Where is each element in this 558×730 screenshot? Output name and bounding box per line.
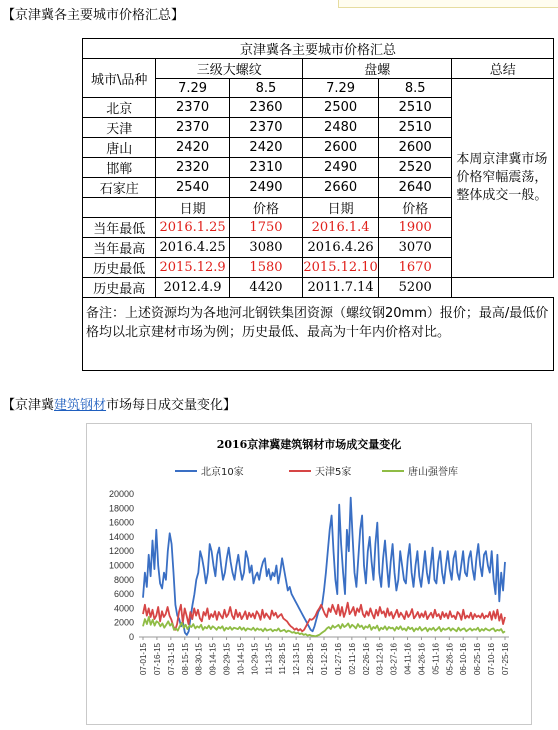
legend-label: 天津5家 — [315, 467, 352, 478]
price-cell: 2600 — [303, 138, 379, 158]
steel-link[interactable]: 建筑钢材 — [54, 398, 107, 413]
price-cell: 2490 — [303, 158, 379, 178]
x-tick-label: 07-10-16 — [487, 643, 497, 676]
y-tick-label: 0 — [128, 632, 134, 642]
section-title-volume — [2, 394, 236, 413]
price-cell: 2660 — [303, 178, 379, 198]
row-header-cell: 城市\品种 — [83, 59, 156, 98]
city-name: 北京 — [83, 98, 156, 118]
price-cell: 2540 — [156, 178, 229, 198]
y-tick-label: 18000 — [108, 503, 134, 514]
x-tick-label: 07-31-15 — [166, 643, 176, 676]
date-cell: 7.29 — [303, 79, 379, 98]
history-date: 2015.12.9 — [156, 258, 229, 278]
x-tick-label: 12-13-15 — [292, 643, 302, 676]
summary-text: 本周京津冀市场价格窄幅震荡，整体成交一般。 — [452, 79, 554, 278]
history-label: 历史最高 — [83, 278, 156, 298]
x-tick-label: 01-27-16 — [333, 643, 343, 676]
date-cell: 8.5 — [379, 79, 452, 98]
legend-label: 北京10家 — [201, 467, 244, 478]
x-tick-label: 05-11-16 — [431, 643, 441, 675]
sub-header-cell: 价格 — [229, 198, 302, 218]
y-tick-label: 2000 — [113, 617, 134, 628]
y-tick-label: 20000 — [108, 489, 134, 499]
x-tick-label: 02-11-16 — [347, 643, 357, 675]
y-tick-label: 16000 — [108, 517, 134, 528]
x-tick-label: 07-01-15 — [139, 643, 148, 676]
history-price: 4420 — [229, 278, 302, 298]
rebar-group-header: 三级大螺纹 — [156, 59, 303, 79]
price-cell: 2500 — [303, 98, 379, 118]
price-cell: 2510 — [379, 98, 452, 118]
price-cell: 2510 — [379, 118, 452, 138]
x-tick-label: 11-28-15 — [278, 643, 288, 675]
history-date: 2012.4.9 — [156, 278, 229, 298]
x-tick-label: 07-25-16 — [501, 643, 510, 676]
x-tick-label: 09-29-15 — [222, 643, 232, 676]
coil-group-header: 盘螺 — [303, 59, 452, 79]
history-price: 1580 — [229, 258, 302, 278]
x-tick-label: 09-14-15 — [208, 643, 218, 676]
table-row — [83, 278, 554, 298]
legend-label: 唐山强誉库 — [408, 467, 458, 478]
history-price: 5200 — [379, 278, 452, 298]
city-name: 唐山 — [83, 138, 156, 158]
x-tick-label: 08-30-15 — [194, 643, 204, 676]
y-tick-label: 4000 — [113, 603, 134, 614]
x-tick-label: 10-29-15 — [250, 643, 260, 676]
y-tick-label: 8000 — [113, 574, 134, 585]
price-cell: 2370 — [156, 118, 229, 138]
price-cell: 2360 — [229, 98, 302, 118]
price-cell: 2600 — [379, 138, 452, 158]
price-cell: 2420 — [156, 138, 229, 158]
x-tick-label: 10-14-15 — [236, 643, 246, 676]
price-cell: 2490 — [229, 178, 302, 198]
section-title-price-summary: 【京津冀各主要城市价格汇总】 — [2, 8, 185, 23]
header-decoration — [338, 0, 558, 8]
chart-canvas — [87, 424, 531, 724]
price-cell: 2420 — [229, 138, 302, 158]
x-tick-label: 04-11-16 — [403, 643, 413, 675]
price-cell: 2520 — [379, 158, 452, 178]
price-cell: 2370 — [229, 118, 302, 138]
price-cell: 2310 — [229, 158, 302, 178]
chart-title: 2016京津冀建筑钢材市场成交量变化 — [216, 438, 402, 451]
price-summary-table — [82, 38, 554, 371]
x-tick-label: 05-26-16 — [445, 643, 455, 676]
date-cell: 7.29 — [156, 79, 229, 98]
history-date: 2016.4.25 — [156, 238, 229, 258]
history-date: 2016.1.4 — [303, 218, 379, 238]
section-title-prefix: 【京津冀 — [2, 398, 55, 413]
sub-header-cell: 价格 — [379, 198, 452, 218]
history-price: 3070 — [379, 238, 452, 258]
city-name: 天津 — [83, 118, 156, 138]
history-price: 1900 — [379, 218, 452, 238]
section-title-suffix: 市场每日成交量变化】 — [106, 398, 237, 413]
y-tick-label: 12000 — [108, 546, 134, 557]
empty-cell — [83, 198, 156, 218]
x-tick-label: 08-15-15 — [180, 643, 190, 676]
table-caption: 京津冀各主要城市价格汇总 — [83, 39, 554, 59]
x-tick-label: 03-12-16 — [375, 643, 385, 676]
history-price: 1670 — [379, 258, 452, 278]
sub-header-cell: 日期 — [303, 198, 379, 218]
x-tick-label: 03-27-16 — [389, 643, 399, 676]
history-label: 历史最低 — [83, 258, 156, 278]
volume-chart — [86, 423, 532, 725]
x-tick-label: 04-26-16 — [417, 643, 427, 676]
history-label: 当年最高 — [83, 238, 156, 258]
date-cell: 8.5 — [229, 79, 302, 98]
city-name: 邯郸 — [83, 158, 156, 178]
x-tick-label: 11-13-15 — [264, 643, 274, 675]
y-tick-label: 14000 — [108, 531, 134, 542]
city-name: 石家庄 — [83, 178, 156, 198]
x-tick-label: 06-10-16 — [459, 643, 469, 676]
price-cell: 2480 — [303, 118, 379, 138]
history-date: 2016.4.26 — [303, 238, 379, 258]
price-cell: 2640 — [379, 178, 452, 198]
history-price: 3080 — [229, 238, 302, 258]
price-cell: 2370 — [156, 98, 229, 118]
x-tick-label: 12-28-15 — [306, 643, 316, 676]
history-date: 2015.12.10 — [303, 258, 379, 278]
x-tick-label: 06-25-16 — [473, 643, 483, 676]
y-tick-label: 6000 — [113, 589, 134, 600]
series-line — [143, 617, 505, 636]
price-cell: 2320 — [156, 158, 229, 178]
history-date: 2011.7.14 — [303, 278, 379, 298]
x-tick-label: 01-12-16 — [320, 643, 329, 676]
history-price: 1750 — [229, 218, 302, 238]
sub-header-cell: 日期 — [156, 198, 229, 218]
history-label: 当年最低 — [83, 218, 156, 238]
y-tick-label: 10000 — [108, 560, 134, 571]
x-tick-label: 02-26-16 — [361, 643, 371, 676]
x-tick-label: 07-16-15 — [152, 643, 162, 676]
summary-header: 总结 — [452, 59, 554, 79]
table-note: 备注：上述资源均为各地河北钢铁集团资源（螺纹钢20mm）报价；最高/最低价格均以北京建材市场为例；历史最低、最高为十年内价格对比。 — [83, 298, 554, 371]
history-date: 2016.1.25 — [156, 218, 229, 238]
